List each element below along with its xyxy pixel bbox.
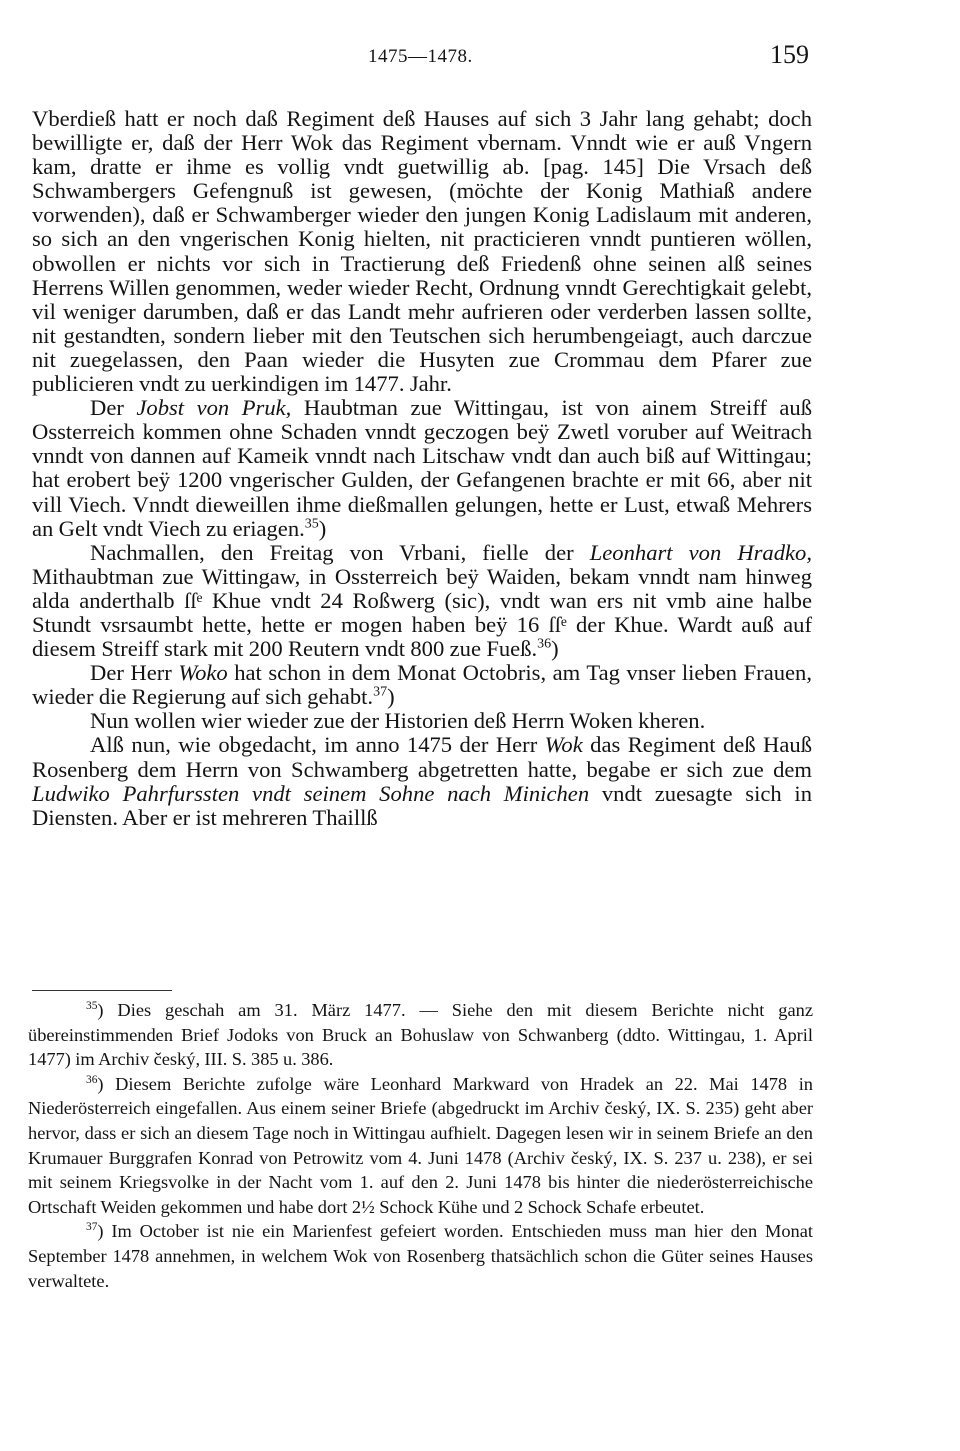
- text-run: ): [387, 684, 395, 710]
- footnote-divider: [32, 990, 172, 991]
- body-paragraph: [32, 733, 812, 829]
- text-run: Alß nun, wie obgedacht, im anno 1475 der Herr: [90, 732, 545, 758]
- body-paragraph: [32, 709, 812, 733]
- text-run: vndt zuesagte sich in Diensten. Aber er ist mehreren Thaillß: [32, 780, 813, 830]
- italic-name: Woko: [178, 660, 228, 686]
- text-run: Nachmallen, den Freitag von Vrbani, fielle der: [90, 539, 590, 565]
- italic-name: Wok: [544, 732, 583, 758]
- italic-name: Leonhart von Hradko,: [589, 539, 812, 565]
- footnote: [28, 998, 813, 1072]
- footnotes: [28, 998, 813, 1293]
- italic-name: Jobst von Pruk,: [136, 395, 292, 421]
- text-run: Der: [90, 395, 137, 421]
- body-paragraph: [32, 107, 812, 396]
- footnote-marker: 35: [304, 515, 319, 531]
- footnote: [28, 1072, 813, 1220]
- text-run: ) Diesem Berichte zufolge wäre Leonhard Markward von Hradek an 22. Mai 1478 in Niederösterreich eingefallen. Aus einem seiner Briefe (abgedruckt im Archiv český, IX. S. 235) geht aber hervor, dass er sich an diesem Tage noch in Wittingau aufhielt. Dagegen lesen wir in seinem Briefe an den Krumauer Burggrafen Konrad von Petrowitz vom 4. Juni 1478 (Archiv český, IX. S. 237 u. 238), er sei mit seinem Kriegsvolke in der Nacht vom 1. auf den 2. Juni 1478 bis hinter die niederösterreichische Ortschaft Weiden gekommen und habe dort 2½ Schock Kühe und 2 Schock Schafe erbeutet.: [28, 1073, 813, 1217]
- text-run: hat schon in dem Monat Octobris, am Tag vnser lieben Frauen, wieder die Regierung auf sich gehabt.: [32, 660, 812, 710]
- body-paragraph: [32, 661, 812, 709]
- text-run: ): [318, 515, 327, 541]
- footnote: [28, 1219, 813, 1293]
- text-run: ) Im October ist nie ein Marienfest gefeiert worden. Entschieden muss man hier den Monat September 1478 annehmen, in welchem Wok von Rosenberg thatsächlich schon die Güter seines Hauses verwaltete.: [28, 1221, 813, 1291]
- text-run: ): [551, 636, 559, 662]
- footnote-marker: 37: [86, 1221, 98, 1234]
- text-run: Haubtman zue Wittingau, ist von ainem Streiff auß Ossterreich kommen ohne Schaden vnndt geczogen beÿ Zwetl voruber auf Weitrach vnndt von dannen auf Kameik vnndt nach Litschaw vndt dan auch biß auf Wittingau; hat erobert beÿ 1200 vngerischer Gulden, der Gefangenen brachte er mit 66, aber nit vill Viech. Vnndt dieweillen ihme dießmallen gelungen, hette er Lust, etwaß Mehrers an Gelt vndt Viech zu eriagen.: [32, 395, 812, 541]
- page-number: 159: [770, 40, 809, 69]
- text-run: ) Dies geschah am 31. März 1477. — Siehe den mit diesem Berichte nicht ganz übereinstimmenden Brief Jodoks von Bruck an Bohuslaw von Schwanberg (ddto. Wittingau, 1. April 1477) im Archiv český, III. S. 385 u. 386.: [28, 1000, 813, 1070]
- italic-name: Ludwiko Pahrfurssten vndt seinem Sohne nach Minichen: [32, 780, 590, 806]
- text-run: Der Herr: [90, 660, 179, 686]
- text-run: Mithaubtman zue Wittingaw, in Ossterreich beÿ Waiden, bekam vnndt nam hinweg alda anderthalb ſſᵉ Khue vndt 24 Roßwerg (sic), vndt wan ers nit vmb aine halbe Stundt vsrsaumbt hette, hette er mogen haben beÿ 16 ſſᵉ der Khue. Wardt auß auf diesem Streiff stark mit 200 Reutern vndt 800 zue Fueß.: [32, 563, 812, 662]
- text-run: das Regiment deß Hauß Rosenberg dem Herrn von Schwamberg abgetretten hatte, begabe er sich zue dem: [32, 732, 812, 782]
- body-paragraph: [32, 541, 812, 661]
- text-run: Nun wollen wier wieder zue der Historien deß Herrn Woken kheren.: [90, 708, 706, 734]
- footnote-marker: 36: [537, 636, 552, 652]
- text-run: Vberdieß hatt er noch daß Regiment deß Hauses auf sich 3 Jahr lang gehabt; doch bewilligte er, daß der Herr Wok das Regiment vbernam. Vnndt wie er auß Vngern kam, dratte er ihme es vollig vndt guetwillig ab. [pag. 145] Die Vrsach deß Schwambergers Gefengnuß ist gewesen, (möchte der Konig Mathiaß andere vorwenden), daß er Schwamberger wieder den jungen Konig Ladislaum mit anderen, so sich an den vngerischen Konig hielten, nit practicieren vnndt puntieren wöllen, obwollen er nichts vor sich in Tractierung deß Friedenß ohne seinen alß seines Herrens Willen genommen, weder wieder Recht, Ordnung vnndt Gerechtigkait gelebt, vil weniger darumben, daß er das Landt mehr aufrieren oder verderben lassen sollte, nit gestandten, sondern lieber mit den Teutschen sich herumbengeiagt, auch darczue nit zuegelassen, den Paan wieder die Husyten zue Crommau dem Pfarer zue publicieren vndt zu uerkindigen im 1477. Jahr.: [32, 106, 812, 397]
- footnote-marker: 35: [86, 999, 98, 1012]
- running-head: 1475—1478.: [368, 46, 473, 67]
- page-header: [0, 40, 960, 80]
- body-paragraph: [32, 396, 812, 541]
- main-text: [32, 107, 812, 830]
- footnote-marker: 37: [373, 684, 388, 700]
- footnote-marker: 36: [86, 1073, 98, 1086]
